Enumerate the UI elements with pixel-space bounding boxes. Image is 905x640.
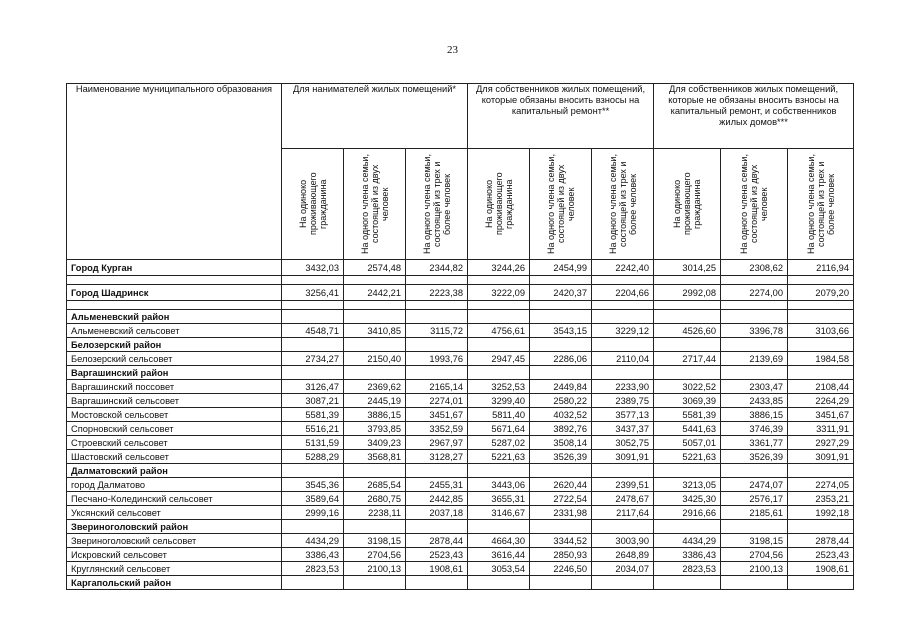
value-cell: 4526,60 xyxy=(654,324,721,338)
value-cell: 2150,40 xyxy=(344,352,406,366)
empty-cell xyxy=(282,576,344,590)
value-cell: 2680,75 xyxy=(344,492,406,506)
empty-cell xyxy=(344,276,406,285)
municipality-name: Круглянский сельсовет xyxy=(67,562,282,576)
table-row xyxy=(67,506,854,520)
value-cell: 2204,66 xyxy=(592,285,654,301)
value-cell: 2523,43 xyxy=(788,548,854,562)
value-cell: 3198,15 xyxy=(344,534,406,548)
value-cell: 2442,85 xyxy=(406,492,468,506)
empty-cell xyxy=(592,520,654,534)
empty-cell xyxy=(654,366,721,380)
empty-cell xyxy=(788,520,854,534)
value-cell: 3616,44 xyxy=(468,548,530,562)
empty-cell xyxy=(344,301,406,310)
empty-cell xyxy=(344,464,406,478)
value-cell: 3126,47 xyxy=(282,380,344,394)
value-cell: 3886,15 xyxy=(721,408,788,422)
value-cell: 3091,91 xyxy=(788,450,854,464)
group-header-tenants: Для нанимателей жилых помещений* xyxy=(282,84,468,149)
empty-cell xyxy=(721,276,788,285)
district-name: Варгашинский район xyxy=(67,366,282,380)
value-cell: 3589,64 xyxy=(282,492,344,506)
municipality-name: Город Курган xyxy=(67,260,282,276)
subcolumn-header xyxy=(592,149,654,260)
value-cell: 4434,29 xyxy=(282,534,344,548)
district-row xyxy=(67,366,854,380)
empty-cell xyxy=(721,366,788,380)
empty-cell xyxy=(721,338,788,352)
value-cell: 3244,26 xyxy=(468,260,530,276)
table-row xyxy=(67,408,854,422)
subcolumn-header xyxy=(530,149,592,260)
value-cell: 2580,22 xyxy=(530,394,592,408)
value-cell: 3746,39 xyxy=(721,422,788,436)
subcolumn-header xyxy=(282,149,344,260)
empty-cell xyxy=(406,301,468,310)
value-cell: 3386,43 xyxy=(282,548,344,562)
empty-cell xyxy=(282,338,344,352)
value-cell: 3014,25 xyxy=(654,260,721,276)
empty-cell xyxy=(344,310,406,324)
value-cell: 3352,59 xyxy=(406,422,468,436)
empty-cell xyxy=(282,276,344,285)
empty-cell xyxy=(468,310,530,324)
value-cell: 3526,39 xyxy=(530,450,592,464)
empty-cell xyxy=(530,366,592,380)
empty-cell xyxy=(468,464,530,478)
municipality-name: Варгашинский поссовет xyxy=(67,380,282,394)
value-cell: 3022,52 xyxy=(654,380,721,394)
value-cell: 3386,43 xyxy=(654,548,721,562)
table-row xyxy=(67,422,854,436)
empty-cell xyxy=(654,310,721,324)
value-cell: 2445,19 xyxy=(344,394,406,408)
value-cell: 3311,91 xyxy=(788,422,854,436)
value-cell: 2389,75 xyxy=(592,394,654,408)
spacer-row xyxy=(67,301,854,310)
value-cell: 2620,44 xyxy=(530,478,592,492)
value-cell: 2685,54 xyxy=(344,478,406,492)
value-cell: 3256,41 xyxy=(282,285,344,301)
value-cell: 3508,14 xyxy=(530,436,592,450)
value-cell: 2274,00 xyxy=(721,285,788,301)
value-cell: 2704,56 xyxy=(344,548,406,562)
subcolumn-header-label: На одного члена семьи, состоящей из двух человек xyxy=(359,154,390,254)
subcolumn-header xyxy=(406,149,468,260)
empty-cell xyxy=(721,520,788,534)
value-cell: 1992,18 xyxy=(788,506,854,520)
value-cell: 2246,50 xyxy=(530,562,592,576)
value-cell: 3655,31 xyxy=(468,492,530,506)
value-cell: 5516,21 xyxy=(282,422,344,436)
value-cell: 2717,44 xyxy=(654,352,721,366)
value-cell: 2242,40 xyxy=(592,260,654,276)
value-cell: 2286,06 xyxy=(530,352,592,366)
municipality-name: Звериноголовский сельсовет xyxy=(67,534,282,548)
municipality-name: Песчано-Колединский сельсовет xyxy=(67,492,282,506)
value-cell: 3103,66 xyxy=(788,324,854,338)
value-cell: 5287,02 xyxy=(468,436,530,450)
empty-cell xyxy=(530,338,592,352)
empty-cell xyxy=(282,520,344,534)
value-cell: 4756,61 xyxy=(468,324,530,338)
value-cell: 2353,21 xyxy=(788,492,854,506)
value-cell: 2734,27 xyxy=(282,352,344,366)
value-cell: 2999,16 xyxy=(282,506,344,520)
value-cell: 2947,45 xyxy=(468,352,530,366)
value-cell: 1908,61 xyxy=(788,562,854,576)
value-cell: 1993,76 xyxy=(406,352,468,366)
empty-cell xyxy=(530,520,592,534)
subcolumn-header-label: На одного члена семьи, состоящей из трех и более человек xyxy=(607,154,638,254)
table-row xyxy=(67,352,854,366)
value-cell: 2574,48 xyxy=(344,260,406,276)
value-cell: 1908,61 xyxy=(406,562,468,576)
value-cell: 5131,59 xyxy=(282,436,344,450)
value-cell: 2704,56 xyxy=(721,548,788,562)
empty-cell xyxy=(592,366,654,380)
value-cell: 2927,29 xyxy=(788,436,854,450)
empty-cell xyxy=(788,576,854,590)
district-row xyxy=(67,576,854,590)
empty-cell xyxy=(654,301,721,310)
subcolumn-header-label: На одиноко проживающего гражданина xyxy=(672,172,703,236)
subcolumn-header xyxy=(721,149,788,260)
subcolumn-header-label: На одного члена семьи, состоящей из двух человек xyxy=(739,154,770,254)
empty-cell xyxy=(67,276,282,285)
district-name: Альменевский район xyxy=(67,310,282,324)
subcolumn-header xyxy=(654,149,721,260)
value-cell: 3091,91 xyxy=(592,450,654,464)
value-cell: 3451,67 xyxy=(788,408,854,422)
value-cell: 2433,85 xyxy=(721,394,788,408)
table-row xyxy=(67,436,854,450)
value-cell: 5811,40 xyxy=(468,408,530,422)
district-row xyxy=(67,338,854,352)
subcolumn-header xyxy=(788,149,854,260)
value-cell: 5441,63 xyxy=(654,422,721,436)
value-cell: 2233,90 xyxy=(592,380,654,394)
empty-cell xyxy=(788,301,854,310)
empty-cell xyxy=(788,310,854,324)
value-cell: 2303,47 xyxy=(721,380,788,394)
empty-cell xyxy=(530,464,592,478)
empty-cell xyxy=(592,301,654,310)
value-cell: 3128,27 xyxy=(406,450,468,464)
value-cell: 2034,07 xyxy=(592,562,654,576)
empty-cell xyxy=(592,464,654,478)
value-cell: 3886,15 xyxy=(344,408,406,422)
value-cell: 2878,44 xyxy=(788,534,854,548)
value-cell: 3229,12 xyxy=(592,324,654,338)
value-cell: 3451,67 xyxy=(406,408,468,422)
empty-cell xyxy=(592,276,654,285)
municipality-name: Варгашинский сельсовет xyxy=(67,394,282,408)
page-number: 23 xyxy=(447,44,458,56)
district-name: Далматовский район xyxy=(67,464,282,478)
value-cell: 5581,39 xyxy=(654,408,721,422)
value-cell: 2992,08 xyxy=(654,285,721,301)
table-row xyxy=(67,450,854,464)
value-cell: 5221,63 xyxy=(468,450,530,464)
value-cell: 2576,17 xyxy=(721,492,788,506)
group-header-owners-repair: Для собственников жилых помещений, которые обязаны вносить взносы на капитальный ремонт** xyxy=(468,84,654,149)
empty-cell xyxy=(592,338,654,352)
value-cell: 3396,78 xyxy=(721,324,788,338)
value-cell: 4548,71 xyxy=(282,324,344,338)
value-cell: 2344,82 xyxy=(406,260,468,276)
value-cell: 4032,52 xyxy=(530,408,592,422)
empty-cell xyxy=(282,366,344,380)
municipality-name: Уксянский сельсовет xyxy=(67,506,282,520)
city-row xyxy=(67,285,854,301)
value-cell: 3437,37 xyxy=(592,422,654,436)
empty-cell xyxy=(654,338,721,352)
district-row xyxy=(67,464,854,478)
value-cell: 2264,29 xyxy=(788,394,854,408)
subcolumn-header-label: На одного члена семьи, состоящей из двух человек xyxy=(545,154,576,254)
empty-cell xyxy=(530,301,592,310)
empty-cell xyxy=(282,301,344,310)
value-cell: 1984,58 xyxy=(788,352,854,366)
empty-cell xyxy=(530,276,592,285)
empty-cell xyxy=(530,310,592,324)
empty-cell xyxy=(654,464,721,478)
empty-cell xyxy=(468,520,530,534)
value-cell: 2165,14 xyxy=(406,380,468,394)
empty-cell xyxy=(468,301,530,310)
municipality-name: Мостовской сельсовет xyxy=(67,408,282,422)
value-cell: 2117,64 xyxy=(592,506,654,520)
subcolumn-header-label: На одного члена семьи, состоящей из трех и более человек xyxy=(421,154,452,254)
value-cell: 2185,61 xyxy=(721,506,788,520)
value-cell: 3545,36 xyxy=(282,478,344,492)
tariff-table xyxy=(66,83,854,590)
empty-cell xyxy=(530,576,592,590)
value-cell: 5581,39 xyxy=(282,408,344,422)
value-cell: 2108,44 xyxy=(788,380,854,394)
value-cell: 3543,15 xyxy=(530,324,592,338)
value-cell: 2223,38 xyxy=(406,285,468,301)
value-cell: 2274,05 xyxy=(788,478,854,492)
empty-cell xyxy=(282,310,344,324)
value-cell: 2722,54 xyxy=(530,492,592,506)
value-cell: 2331,98 xyxy=(530,506,592,520)
city-row xyxy=(67,260,854,276)
municipality-name: город Далматово xyxy=(67,478,282,492)
value-cell: 3425,30 xyxy=(654,492,721,506)
value-cell: 2967,97 xyxy=(406,436,468,450)
empty-cell xyxy=(721,310,788,324)
empty-cell xyxy=(468,338,530,352)
empty-cell xyxy=(406,520,468,534)
subcolumn-header xyxy=(468,149,530,260)
value-cell: 4664,30 xyxy=(468,534,530,548)
spacer-row xyxy=(67,276,854,285)
empty-cell xyxy=(468,576,530,590)
value-cell: 5288,29 xyxy=(282,450,344,464)
empty-cell xyxy=(282,464,344,478)
value-cell: 3198,15 xyxy=(721,534,788,548)
empty-cell xyxy=(788,338,854,352)
value-cell: 2916,66 xyxy=(654,506,721,520)
value-cell: 3892,76 xyxy=(530,422,592,436)
empty-cell xyxy=(344,366,406,380)
value-cell: 2037,18 xyxy=(406,506,468,520)
value-cell: 2420,37 xyxy=(530,285,592,301)
empty-cell xyxy=(721,576,788,590)
municipality-name: Шастовский сельсовет xyxy=(67,450,282,464)
value-cell: 3299,40 xyxy=(468,394,530,408)
value-cell: 3409,23 xyxy=(344,436,406,450)
value-cell: 2850,93 xyxy=(530,548,592,562)
district-row xyxy=(67,310,854,324)
value-cell: 2878,44 xyxy=(406,534,468,548)
table-body xyxy=(67,260,854,590)
value-cell: 2100,13 xyxy=(721,562,788,576)
value-cell: 3410,85 xyxy=(344,324,406,338)
value-cell: 2308,62 xyxy=(721,260,788,276)
municipality-name: Спорновский сельсовет xyxy=(67,422,282,436)
value-cell: 2449,84 xyxy=(530,380,592,394)
value-cell: 2399,51 xyxy=(592,478,654,492)
empty-cell xyxy=(406,576,468,590)
value-cell: 3115,72 xyxy=(406,324,468,338)
value-cell: 3793,85 xyxy=(344,422,406,436)
district-name: Звериноголовский район xyxy=(67,520,282,534)
municipality-name: Город Шадринск xyxy=(67,285,282,301)
value-cell: 3577,13 xyxy=(592,408,654,422)
empty-cell xyxy=(788,464,854,478)
value-cell: 3443,06 xyxy=(468,478,530,492)
table-row xyxy=(67,548,854,562)
group-header-owners-no-repair: Для собственников жилых помещений, которые не обязаны вносить взносы на капитальный ремонт, и собственников жилых домов*** xyxy=(654,84,854,149)
value-cell: 2523,43 xyxy=(406,548,468,562)
value-cell: 5221,63 xyxy=(654,450,721,464)
empty-cell xyxy=(344,338,406,352)
value-cell: 2454,99 xyxy=(530,260,592,276)
subcolumn-header xyxy=(344,149,406,260)
empty-cell xyxy=(406,338,468,352)
empty-cell xyxy=(406,366,468,380)
municipality-name: Искровский сельсовет xyxy=(67,548,282,562)
value-cell: 5671,64 xyxy=(468,422,530,436)
value-cell: 3222,09 xyxy=(468,285,530,301)
value-cell: 3053,54 xyxy=(468,562,530,576)
subcolumn-header-label: На одиноко проживающего гражданина xyxy=(297,172,328,236)
empty-cell xyxy=(344,576,406,590)
value-cell: 2079,20 xyxy=(788,285,854,301)
value-cell: 3087,21 xyxy=(282,394,344,408)
empty-cell xyxy=(344,520,406,534)
value-cell: 3568,81 xyxy=(344,450,406,464)
value-cell: 3361,77 xyxy=(721,436,788,450)
empty-cell xyxy=(67,301,282,310)
empty-cell xyxy=(468,276,530,285)
value-cell: 3003,90 xyxy=(592,534,654,548)
value-cell: 2100,13 xyxy=(344,562,406,576)
value-cell: 3432,03 xyxy=(282,260,344,276)
value-cell: 2139,69 xyxy=(721,352,788,366)
value-cell: 3344,52 xyxy=(530,534,592,548)
empty-cell xyxy=(592,310,654,324)
value-cell: 3052,75 xyxy=(592,436,654,450)
value-cell: 3146,67 xyxy=(468,506,530,520)
table-row xyxy=(67,534,854,548)
table-row xyxy=(67,324,854,338)
empty-cell xyxy=(788,366,854,380)
empty-cell xyxy=(721,464,788,478)
district-row xyxy=(67,520,854,534)
empty-cell xyxy=(406,464,468,478)
empty-cell xyxy=(406,276,468,285)
value-cell: 2110,04 xyxy=(592,352,654,366)
municipality-name: Белозерский сельсовет xyxy=(67,352,282,366)
empty-cell xyxy=(654,520,721,534)
header-row-groups xyxy=(67,84,854,149)
value-cell: 2823,53 xyxy=(654,562,721,576)
empty-cell xyxy=(654,576,721,590)
district-name: Каргапольский район xyxy=(67,576,282,590)
value-cell: 3252,53 xyxy=(468,380,530,394)
value-cell: 4434,29 xyxy=(654,534,721,548)
value-cell: 2116,94 xyxy=(788,260,854,276)
subcolumn-header-label: На одиноко проживающего гражданина xyxy=(483,172,514,236)
value-cell: 2274,01 xyxy=(406,394,468,408)
value-cell: 2478,67 xyxy=(592,492,654,506)
empty-cell xyxy=(406,310,468,324)
district-name: Белозерский район xyxy=(67,338,282,352)
value-cell: 2823,53 xyxy=(282,562,344,576)
empty-cell xyxy=(788,276,854,285)
table-row xyxy=(67,394,854,408)
value-cell: 5057,01 xyxy=(654,436,721,450)
value-cell: 3213,05 xyxy=(654,478,721,492)
value-cell: 3069,39 xyxy=(654,394,721,408)
value-cell: 2474,07 xyxy=(721,478,788,492)
empty-cell xyxy=(721,301,788,310)
table-row xyxy=(67,478,854,492)
empty-cell xyxy=(654,276,721,285)
empty-cell xyxy=(468,366,530,380)
value-cell: 3526,39 xyxy=(721,450,788,464)
empty-cell xyxy=(592,576,654,590)
name-column-header: Наименование муниципального образования xyxy=(67,84,282,260)
value-cell: 2442,21 xyxy=(344,285,406,301)
table-row xyxy=(67,562,854,576)
value-cell: 2648,89 xyxy=(592,548,654,562)
municipality-name: Строевский сельсовет xyxy=(67,436,282,450)
value-cell: 2455,31 xyxy=(406,478,468,492)
municipality-name: Альменевский сельсовет xyxy=(67,324,282,338)
value-cell: 2369,62 xyxy=(344,380,406,394)
subcolumn-header-label: На одного члена семьи, состоящей из трех и более человек xyxy=(805,154,836,254)
table-row xyxy=(67,380,854,394)
table-row xyxy=(67,492,854,506)
value-cell: 2238,11 xyxy=(344,506,406,520)
